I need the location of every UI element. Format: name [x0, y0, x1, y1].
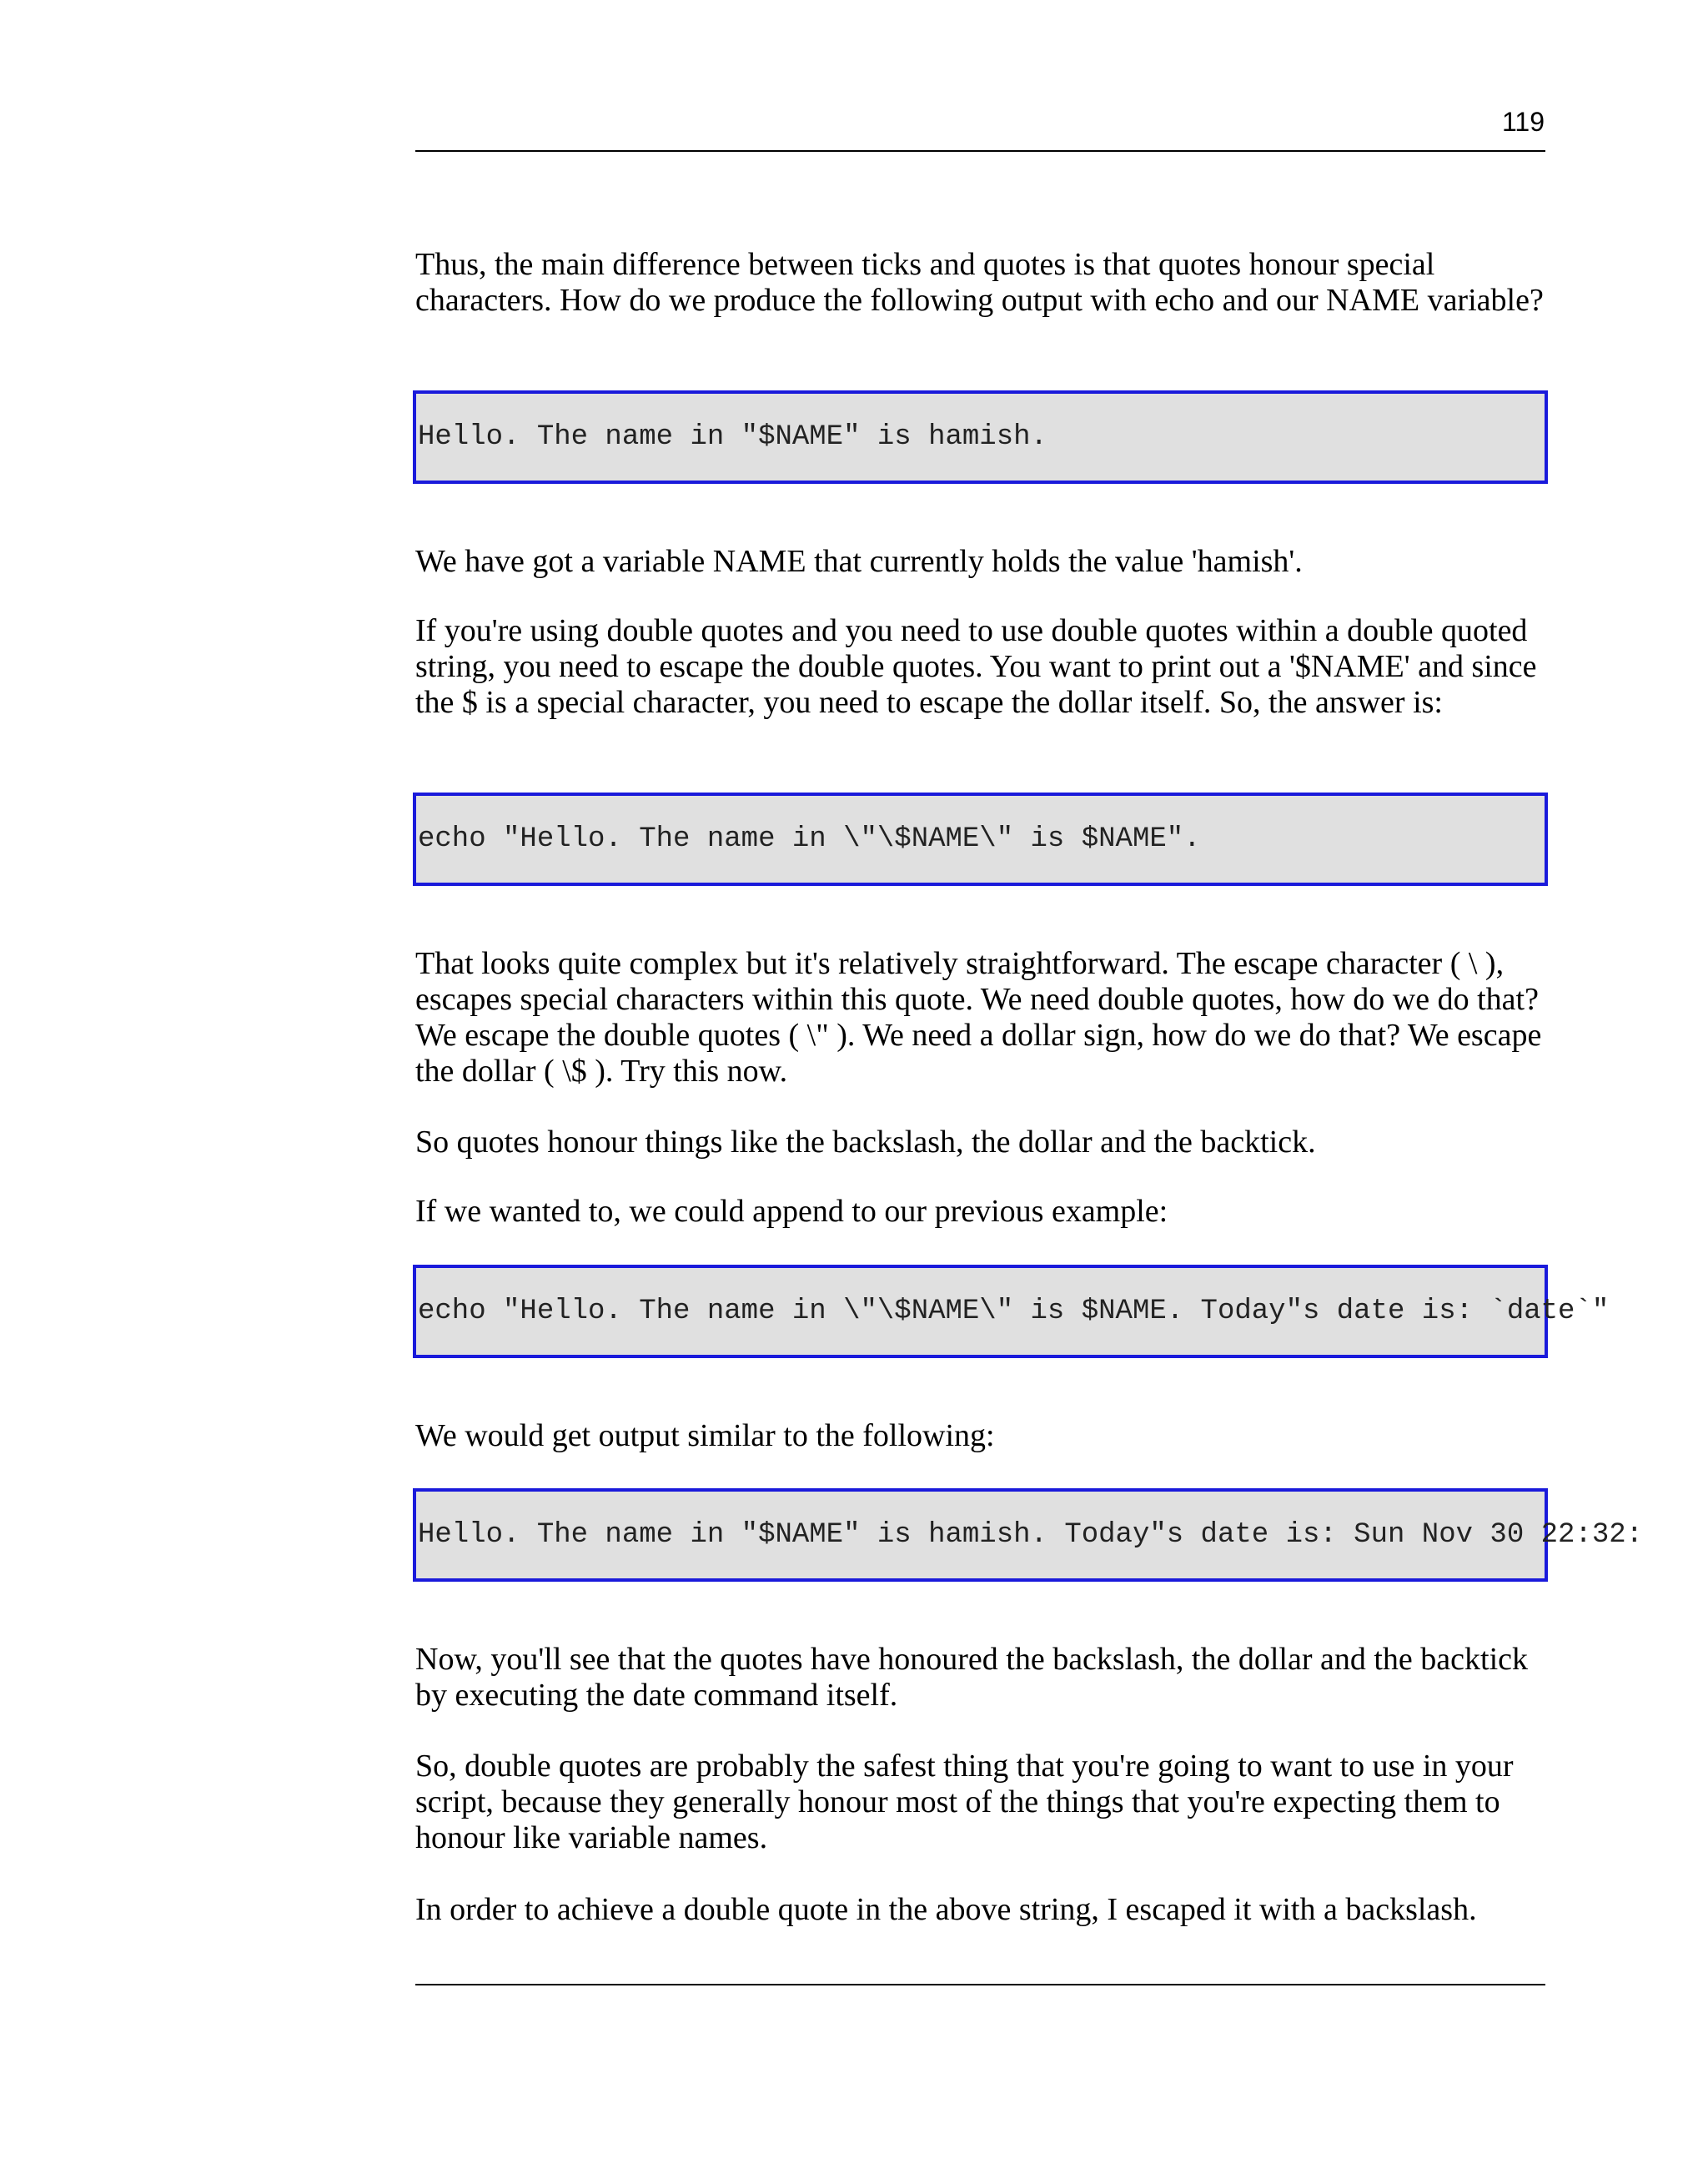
paragraph-honoured: Now, you'll see that the quotes have honoured the backslash, the dollar and the backtick by executing the date command itself.	[415, 1642, 1528, 1713]
code-text: Hello. The name in "$NAME" is hamish.	[418, 421, 1047, 453]
code-block-output-1	[413, 390, 1548, 484]
header-rule	[415, 150, 1545, 152]
page-number: 119	[1501, 107, 1545, 137]
code-block-echo-2	[413, 1265, 1610, 1358]
paragraph-explanation: That looks quite complex but it's relatively straightforward. The escape character ( \ ), escapes special characters within this quote. We need double quotes, how do we do that? We escape the double quotes ( \" ). We need a dollar sign, how do we do that? We escape the dollar ( \$ ). Try this now.	[415, 946, 1542, 1089]
code-block-output-2	[413, 1488, 1644, 1582]
paragraph-safest: So, double quotes are probably the safest thing that you're going to want to use in your script, because they generally honour most of the things that you're expecting them to honour like variable names.	[415, 1749, 1514, 1855]
code-block-echo-1	[413, 793, 1548, 886]
paragraph-output-similar: We would get output similar to the following:	[415, 1418, 995, 1453]
code-text: echo "Hello. The name in \"\$NAME\" is $NAME".	[418, 823, 1201, 855]
paragraph-intro: Thus, the main difference between ticks and quotes is that quotes honour special characters. How do we produce the following output with echo and our NAME variable?	[415, 247, 1544, 318]
paragraph-backslash: In order to achieve a double quote in the above string, I escaped it with a backslash.	[415, 1892, 1477, 1927]
paragraph-quotes-honour: So quotes honour things like the backslash, the dollar and the backtick.	[415, 1125, 1316, 1160]
paragraph-variable: We have got a variable NAME that currently holds the value 'hamish'.	[415, 544, 1303, 579]
code-text: Hello. The name in "$NAME" is hamish. Today"s date is: Sun Nov 30 22:32:	[418, 1519, 1644, 1551]
footer-rule	[415, 1984, 1545, 1985]
code-text: echo "Hello. The name in \"\$NAME\" is $NAME. Today"s date is: `date`"	[418, 1296, 1610, 1327]
paragraph-append: If we wanted to, we could append to our previous example:	[415, 1194, 1168, 1229]
paragraph-escape: If you're using double quotes and you need to use double quotes within a double quoted string, you need to escape the double quotes. You want to print out a '$NAME' and since the $ is a special character, you need to escape the dollar itself. So, the answer is:	[415, 613, 1537, 720]
